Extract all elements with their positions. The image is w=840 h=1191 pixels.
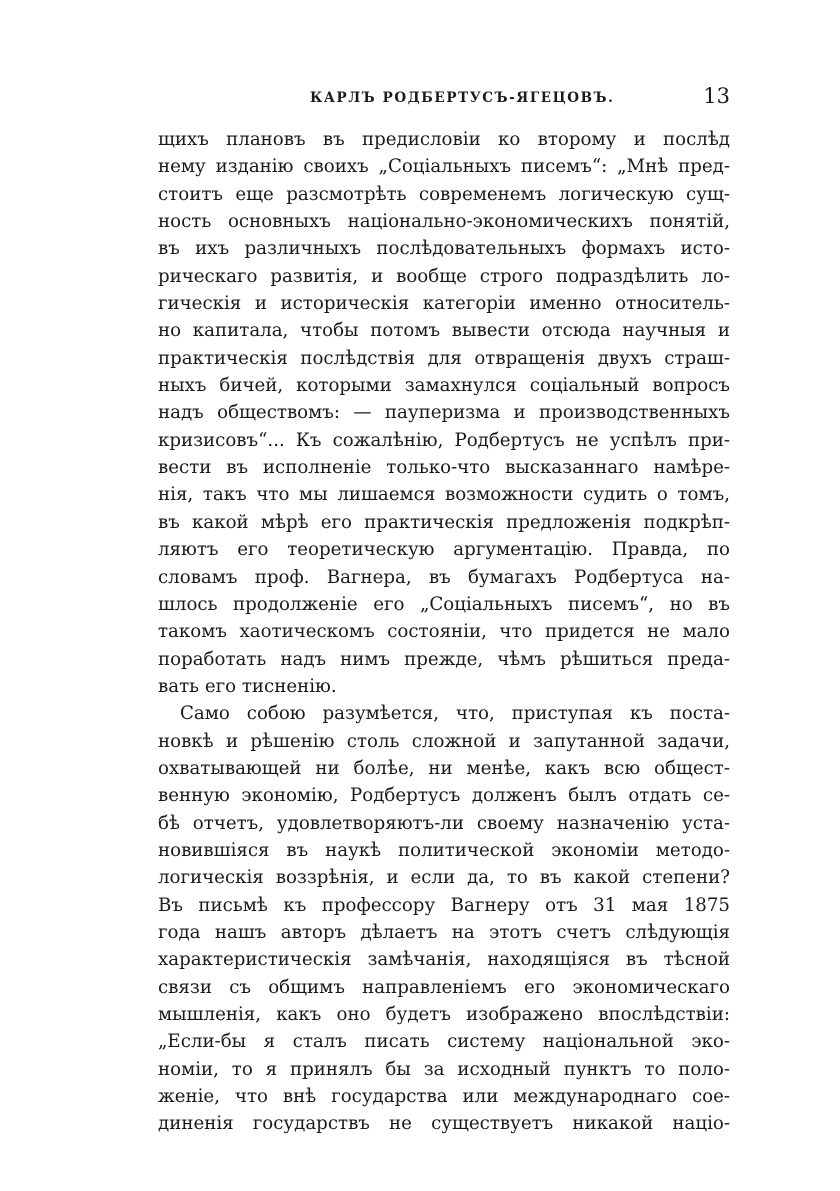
text-line: нему изданію своихъ „Соціальныхъ писемъ“: „Мнѣ пред- — [158, 156, 730, 178]
text-line: венную экономію, Родбертусъ долженъ былъ отдать се- — [158, 785, 730, 807]
text-line: кризисовъ“... Къ сожалѣнію, Родбертусъ не успѣлъ при- — [158, 429, 730, 451]
text-line: новившіяся въ наукѣ политической экономіи методо- — [158, 839, 730, 861]
text-line: женіе, что внѣ государства или международнаго сое- — [158, 1086, 730, 1108]
text-line: надъ обществомъ: — пауперизма и производственныхъ — [158, 402, 730, 424]
page-number: 13 — [703, 84, 730, 108]
text-line: словамъ проф. Вагнера, въ бумагахъ Родбертуса на- — [158, 566, 730, 588]
text-line: такомъ хаотическомъ состояніи, что придется не мало — [158, 621, 730, 643]
running-head: КАРЛЪ РОДБЕРТУСЪ-ЯГЕЦОВЪ. — [310, 90, 615, 106]
text-line: практическія послѣдствія для отвращенія двухъ страш- — [158, 347, 730, 369]
text-line: новкѣ и рѣшенію столь сложной и запутанной задачи, — [158, 730, 730, 752]
paragraph — [158, 126, 730, 700]
text-line: шлось продолженіе его „Соціальныхъ писемъ“, но въ — [158, 593, 730, 615]
text-line: мышленія, какъ оно будетъ изображено впослѣдствіи: — [158, 1004, 730, 1025]
text-line: стоитъ еще разсмотрѣть современемъ логическую сущ- — [158, 183, 730, 205]
text-line: логическія воззрѣнія, и если да, то въ какой степени? — [158, 867, 730, 889]
text-line: Само собою разумѣется, что, приступая къ поста- — [180, 703, 730, 725]
text-line: охватывающей ни болѣе, ни менѣе, какъ всю общест- — [158, 757, 730, 779]
text-line: въ ихъ различныхъ послѣдовательныхъ формахъ исто- — [158, 238, 730, 260]
text-line: вать его тисненію. — [158, 675, 337, 697]
paragraph — [158, 700, 730, 1138]
body-text — [158, 126, 730, 1138]
text-line: въ какой мѣрѣ его практическія предложенія подкрѣп- — [158, 511, 730, 533]
text-line: Въ письмѣ къ профессору Вагнеру отъ 31 мая 1875 — [158, 894, 730, 916]
text-line: ляютъ его теоретическую аргументацію. Правда, по — [158, 539, 730, 561]
text-line: гическія и историческія категоріи именно относитель- — [158, 293, 730, 315]
text-line: нія, такъ что мы лишаемся возможности судить о томъ, — [158, 484, 730, 506]
text-line: рическаго развитія, и вообще строго подраздѣлить ло- — [158, 265, 730, 287]
text-line: ность основныхъ національно-экономическихъ понятій, — [158, 211, 730, 233]
text-line: „Если-бы я сталъ писать систему національной эко- — [158, 1031, 730, 1053]
text-line: но капитала, чтобы потомъ вывести отсюда научныя и — [158, 320, 730, 342]
text-line: года нашъ авторъ дѣлаетъ на этотъ счетъ слѣдующія — [158, 921, 730, 943]
text-line: характеристическія замѣчанія, находящіяся въ тѣсной — [158, 949, 730, 971]
text-line: диненія государствъ не существуетъ никакой націо- — [158, 1113, 730, 1135]
text-line: вести въ исполненіе только-что высказаннаго намѣре- — [158, 457, 730, 479]
page-header — [158, 84, 730, 114]
text-line: поработать надъ нимъ прежде, чѣмъ рѣшиться преда- — [158, 648, 730, 670]
text-line: номіи, то я принялъ бы за исходный пунктъ то поло- — [158, 1058, 730, 1080]
text-line: ныхъ бичей, которыми замахнулся соціальный вопросъ — [158, 375, 730, 397]
text-line: бѣ отчетъ, удовлетворяютъ-ли своему назначенію уста- — [158, 812, 730, 834]
text-line: щихъ плановъ въ предисловіи ко второму и послѣд — [158, 129, 730, 150]
text-line: связи съ общимъ направленіемъ его экономическаго — [158, 976, 730, 998]
